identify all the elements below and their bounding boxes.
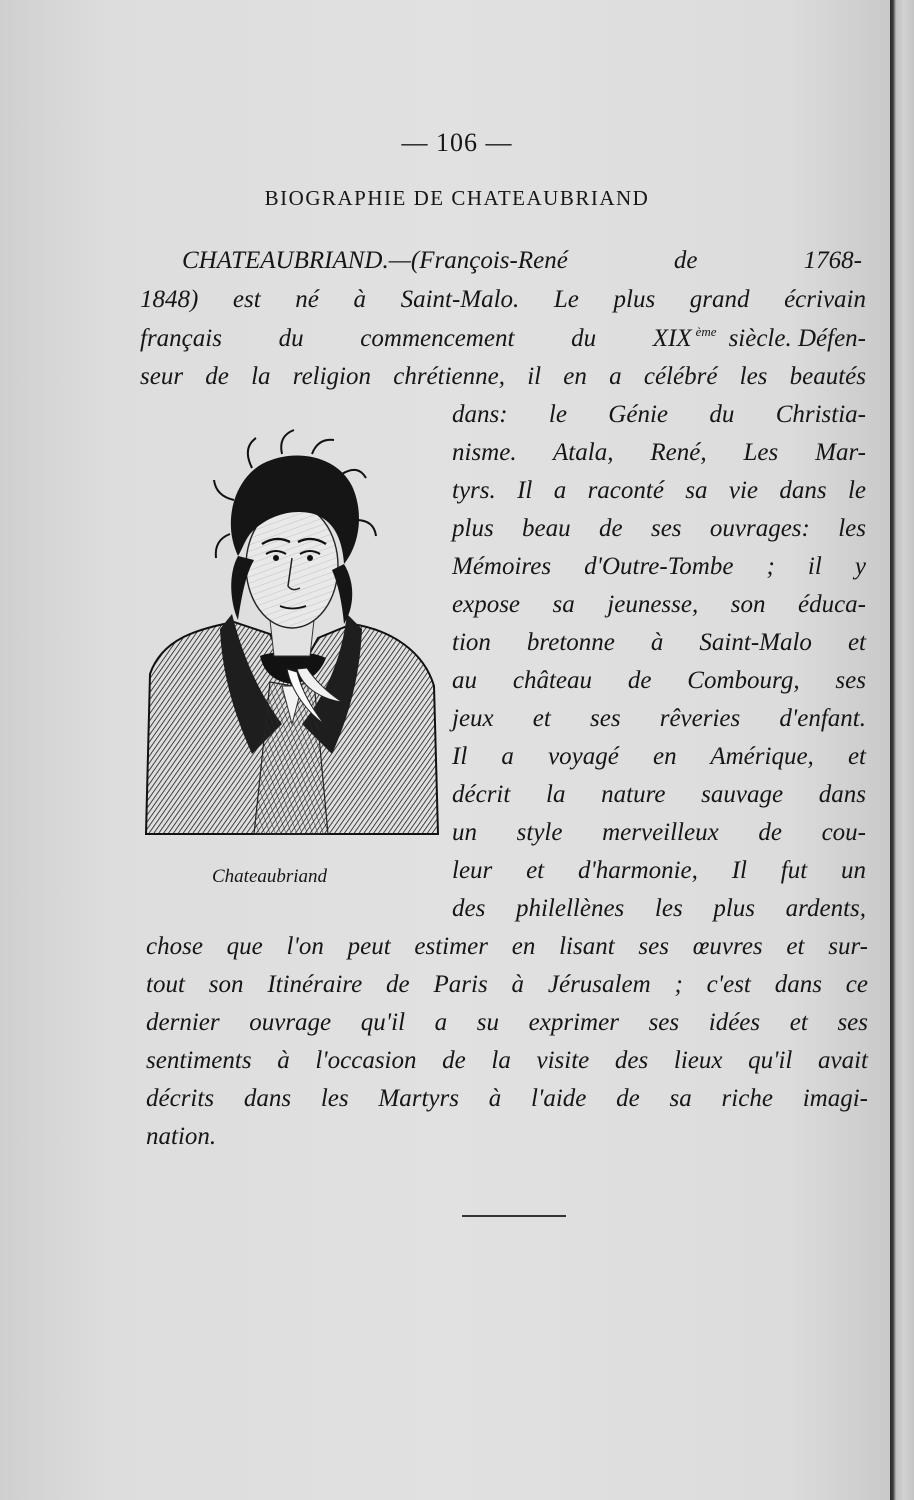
body-line-17: leur et d'harmonie, Il fut un [452, 857, 866, 884]
body-line-14: Il a voyagé en Amérique, et [452, 743, 866, 770]
body-line-12: au château de Combourg, ses [452, 667, 866, 694]
body-line-10: expose sa jeunesse, son éduca- [452, 591, 866, 618]
body-line-5: dans: le Génie du Christia- [452, 401, 866, 428]
body-line-16: un style merveilleux de cou- [452, 819, 866, 846]
body-line-20: tout son Itinéraire de Paris à Jérusalem ; c'est dans ce [146, 971, 868, 998]
body-line-18: des philellènes les plus ardents, [452, 895, 866, 922]
page-number: — 106 — [401, 128, 513, 157]
body-line-8: plus beau de ses ouvrages: les [452, 515, 866, 542]
body-line-3-tail: siècle. Défen- [728, 325, 866, 352]
body-line-22: sentiments à l'occasion de la visite des lieux qu'il avait [146, 1047, 868, 1074]
book-gutter [890, 0, 914, 1500]
body-line-23: décrits dans les Martyrs à l'aide de sa riche imagi- [146, 1085, 868, 1112]
superscript-eme: ème [695, 324, 717, 339]
body-line-9: Mémoires d'Outre-Tombe ; il y [452, 553, 866, 580]
portrait-engraving [142, 424, 442, 844]
body-line-11: tion bretonne à Saint-Malo et [452, 629, 866, 656]
portrait-caption: Chateaubriand [212, 866, 328, 887]
body-line-21: dernier ouvrage qu'il a su exprimer ses idées et ses [146, 1009, 868, 1036]
body-line-24: nation. [146, 1123, 217, 1150]
body-line-13: jeux et ses rêveries d'enfant. [452, 705, 866, 732]
end-rule [462, 1215, 566, 1217]
body-line-1: CHATEAUBRIAND.—(François-René de 1768- [182, 247, 862, 274]
body-line-3-main: français du commencement du XIX [140, 325, 692, 352]
body-line-3 [140, 324, 866, 357]
body-line-2: 1848) est né à Saint-Malo. Le plus grand écrivain [140, 286, 866, 313]
body-line-4: seur de la religion chrétienne, il en a célébré les beautés [140, 363, 866, 390]
body-line-7: tyrs. Il a raconté sa vie dans le [452, 477, 866, 504]
body-line-19: chose que l'on peut estimer en lisant ses œuvres et sur- [146, 933, 868, 960]
body-line-6: nisme. Atala, René, Les Mar- [452, 439, 866, 466]
body-line-15: décrit la nature sauvage dans [452, 781, 866, 808]
page-heading: BIOGRAPHIE DE CHATEAUBRIAND [264, 186, 650, 210]
